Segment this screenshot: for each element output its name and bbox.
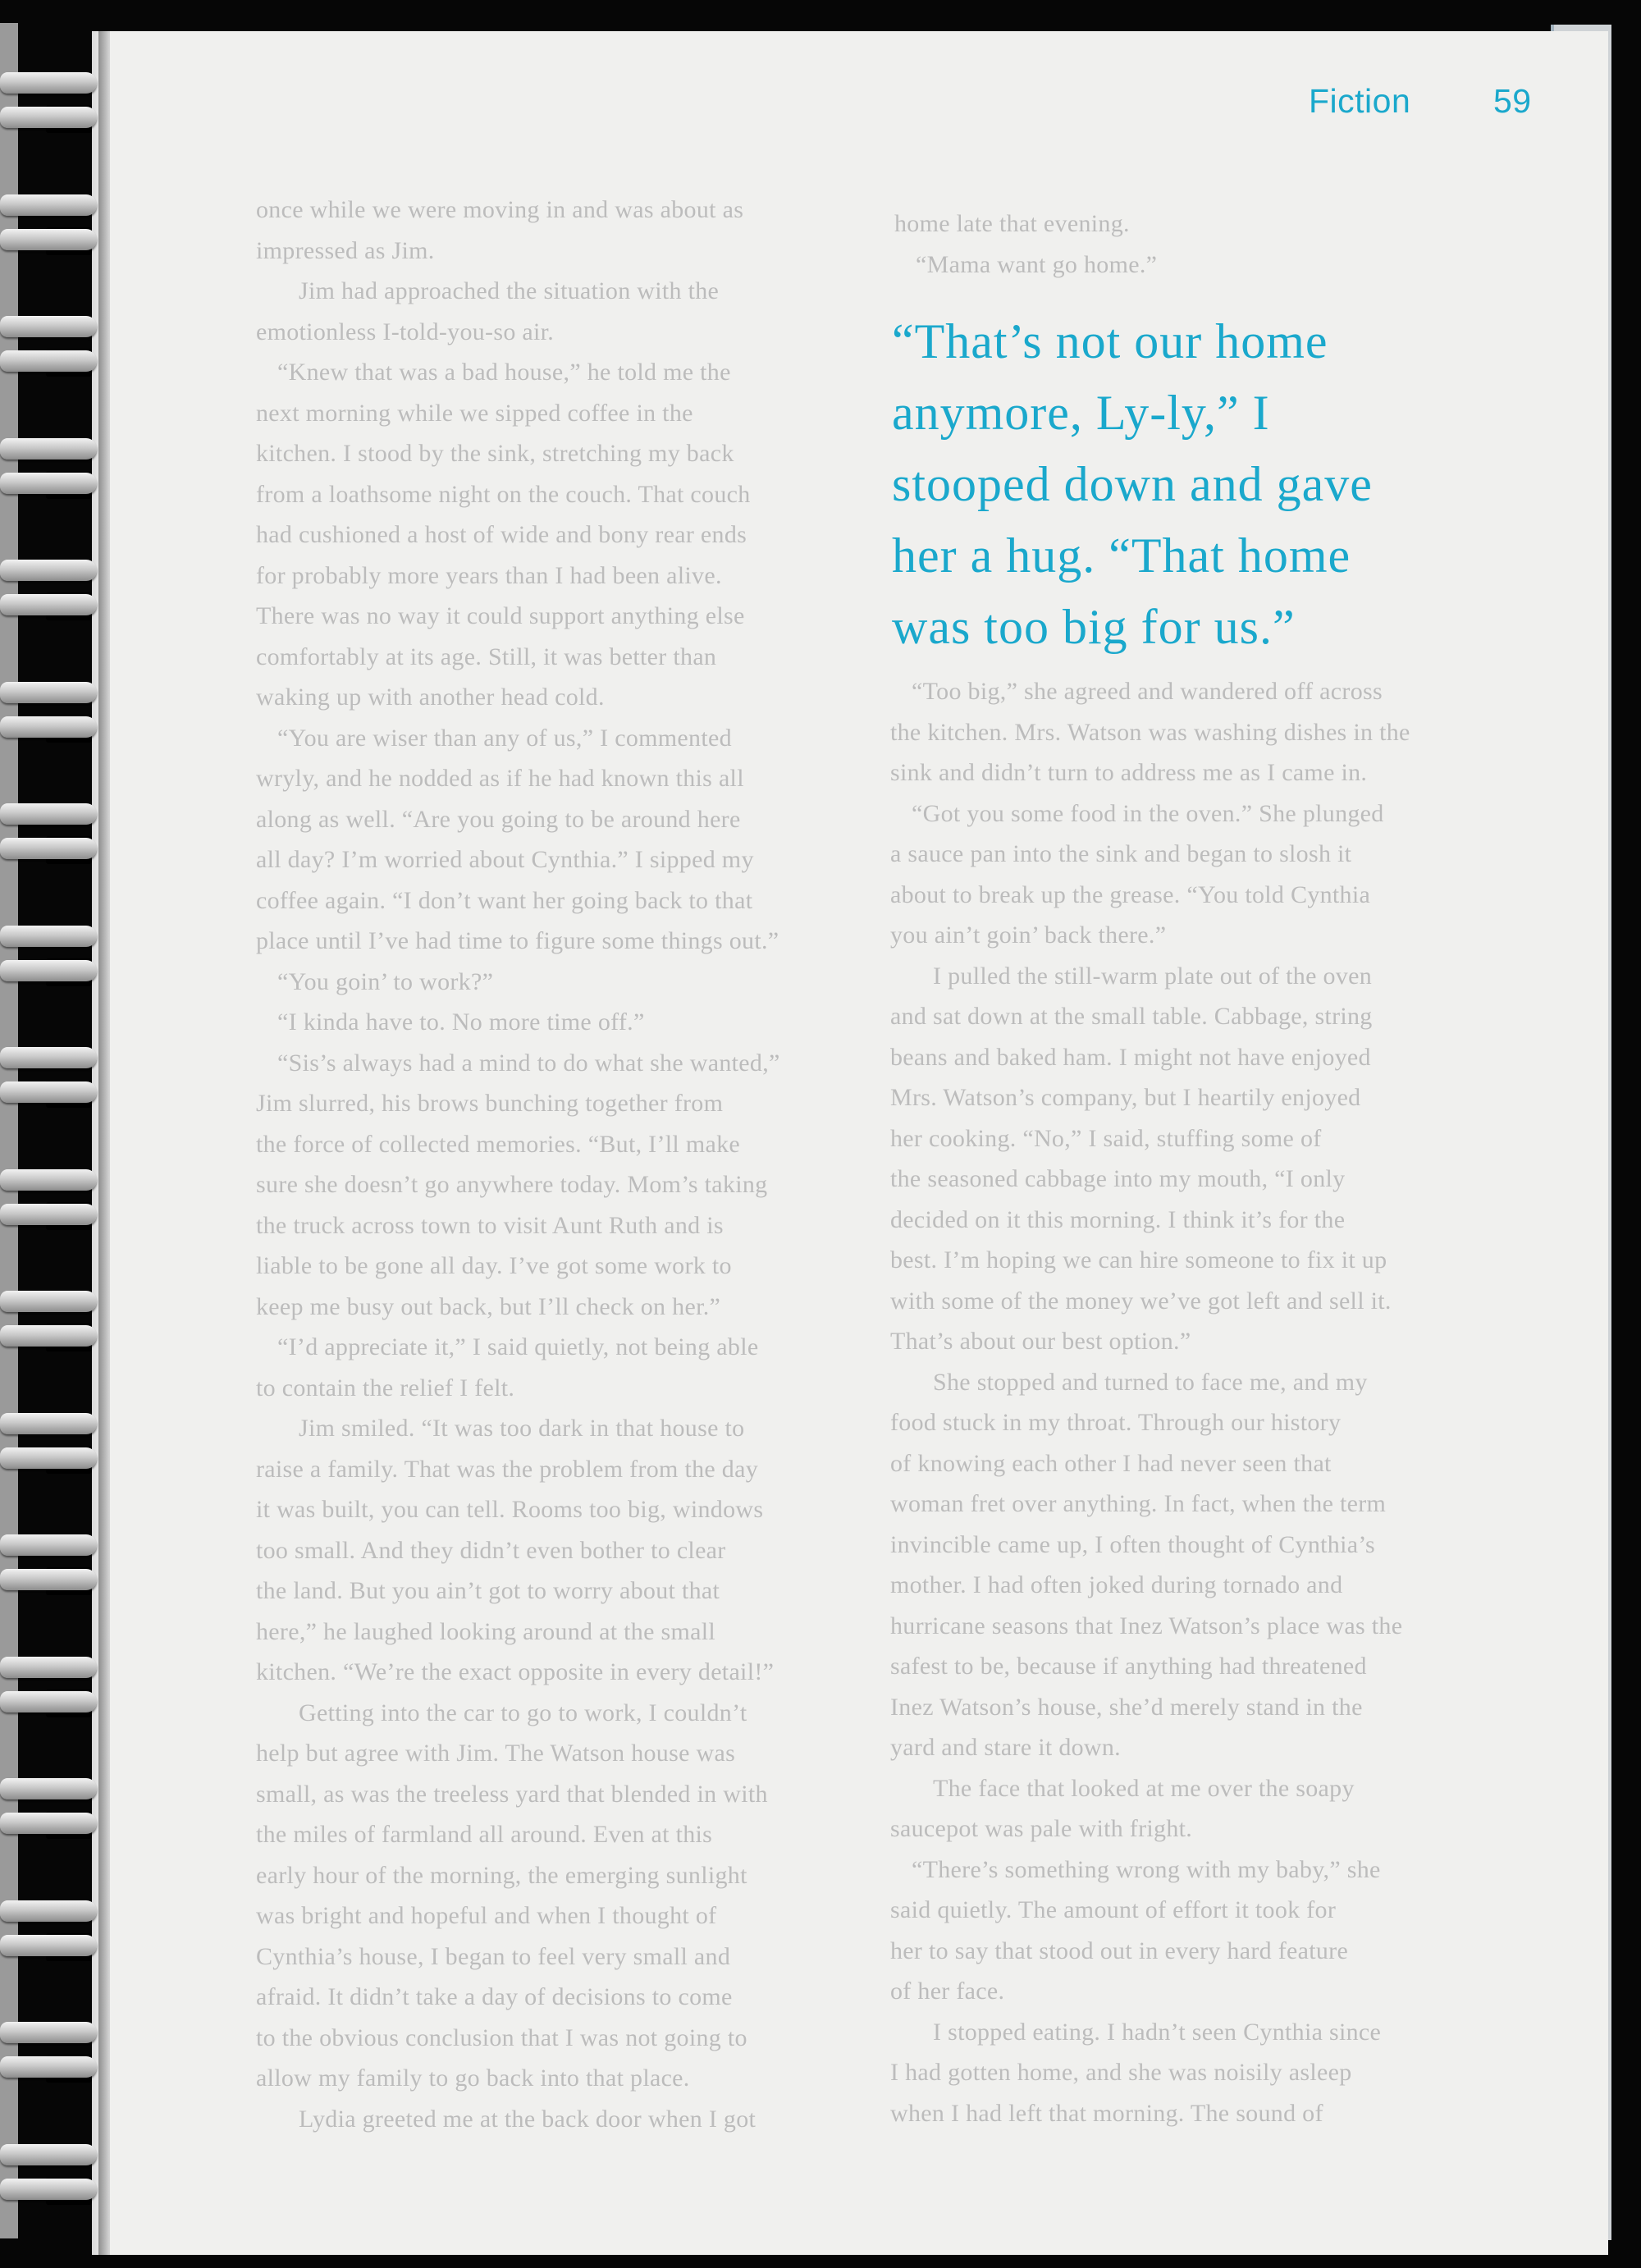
coil-ring — [0, 716, 97, 738]
text-line: the truck across town to visit Aunt Ruth and is — [256, 1211, 724, 1239]
text-line: Jim slurred, his brows bunching together from — [256, 1090, 724, 1117]
text-line: “You goin’ to work?” — [277, 967, 494, 995]
coil-ring — [0, 2056, 97, 2078]
text-line: to the obvious conclusion that I was not going to — [256, 2023, 747, 2051]
text-line: Jim had approached the situation with the — [299, 277, 720, 304]
coil-ring — [0, 1291, 97, 1312]
text-line: The face that looked at me over the soapy — [933, 1774, 1355, 1802]
text-line: afraid. It didn’t take a day of decisions to come — [256, 1983, 733, 2010]
coil-ring — [0, 803, 97, 825]
coil-ring — [0, 1935, 97, 1956]
text-line: decided on it this morning. I think it’s for the — [890, 1205, 1346, 1233]
text-line: was bright and hopeful and when I thought of — [256, 1902, 717, 1929]
coil-ring — [0, 473, 97, 494]
text-line: the land. But you ain’t got to worry about that — [256, 1577, 720, 1604]
text-line: “Got you some food in the oven.” She plunged — [912, 799, 1384, 827]
text-line: kitchen. I stood by the sink, stretching my back — [256, 440, 734, 467]
text-line: comfortably at its age. Still, it was better than — [256, 642, 717, 670]
text-line: wryly, and he nodded as if he had known this all — [256, 765, 744, 792]
text-line: beans and baked ham. I might not have enjoyed — [890, 1043, 1371, 1071]
coil-ring — [0, 194, 97, 216]
text-line: her to say that stood out in every hard feature — [890, 1936, 1349, 1964]
text-line: it was built, you can tell. Rooms too big, windows — [256, 1496, 764, 1523]
text-line: the kitchen. Mrs. Watson was washing dishes in the — [890, 718, 1410, 746]
section-title: Fiction — [1309, 82, 1411, 120]
text-line: That’s about our best option.” — [890, 1328, 1191, 1355]
coil-ring — [0, 682, 97, 703]
text-line: saucepot was pale with fright. — [890, 1815, 1193, 1842]
spiral-binding — [0, 0, 107, 2268]
text-line: “There’s something wrong with my baby,” she — [912, 1855, 1381, 1883]
coil-ring — [0, 1169, 97, 1191]
pull-quote-line: anymore, Ly-ly,” I — [892, 386, 1270, 440]
coil-ring — [0, 2179, 97, 2200]
text-line: the force of collected memories. “But, I’ll make — [256, 1130, 740, 1158]
text-line: the miles of farmland all around. Even at this — [256, 1821, 713, 1848]
text-line: Getting into the car to go to work, I couldn’t — [299, 1699, 747, 1726]
text-line: a sauce pan into the sink and began to slosh it — [890, 840, 1352, 867]
coil-ring — [0, 438, 97, 460]
text-line: Mrs. Watson’s company, but I heartily enjoyed — [890, 1084, 1361, 1111]
text-line: There was no way it could support anything else — [256, 602, 745, 629]
text-line: mother. I had often joked during tornado and — [890, 1571, 1343, 1598]
coil-ring — [0, 1657, 97, 1678]
coil-ring — [0, 1569, 97, 1590]
coil-ring — [0, 594, 97, 615]
text-line: allow my family to go back into that place. — [256, 2065, 690, 2092]
coil-ring — [0, 926, 97, 947]
page-number: 59 — [1493, 82, 1532, 120]
coil-ring — [0, 838, 97, 859]
coil-ring — [0, 1778, 97, 1799]
coil-ring — [0, 960, 97, 981]
text-line: woman fret over anything. In fact, when the term — [890, 1490, 1387, 1517]
pull-quote-line: stooped down and gave — [892, 457, 1373, 511]
pull-quote — [892, 306, 1630, 663]
text-line: too small. And they didn’t even bother to clear — [256, 1536, 726, 1564]
coil-ring — [0, 2022, 97, 2043]
text-line: safest to be, because if anything had threatened — [890, 1653, 1367, 1680]
text-line: you ain’t goin’ back there.” — [890, 921, 1167, 949]
text-line: of knowing each other I had never seen that — [890, 1449, 1332, 1477]
text-line: “I’d appreciate it,” I said quietly, not being able — [277, 1333, 759, 1360]
text-line: place until I’ve had time to figure some things out.” — [256, 927, 779, 954]
text-line: early hour of the morning, the emerging sunlight — [256, 1861, 747, 1889]
pull-quote-line: “That’s not our home — [892, 314, 1328, 368]
coil-ring — [0, 1047, 97, 1068]
coil-ring — [0, 1691, 97, 1712]
coil-ring — [0, 1813, 97, 1834]
coil-ring — [0, 229, 97, 250]
text-line: all day? I’m worried about Cynthia.” I sipped my — [256, 846, 754, 873]
pull-quote-line: was too big for us.” — [892, 600, 1296, 654]
text-line: sink and didn’t turn to address me as I came in. — [890, 759, 1368, 786]
text-line: Jim smiled. “It was too dark in that house to — [299, 1415, 745, 1442]
right-text-column-top — [894, 203, 1616, 285]
right-text-column-bottom — [890, 671, 1629, 2133]
text-line: next morning while we sipped coffee in the — [256, 399, 693, 427]
coil-ring — [0, 1413, 97, 1434]
coil-ring — [0, 1447, 97, 1469]
text-line: once while we were moving in and was about as — [256, 196, 744, 223]
text-line: “Too big,” she agreed and wandered off across — [912, 678, 1383, 705]
text-line: sure she doesn’t go anywhere today. Mom’s taking — [256, 1171, 768, 1198]
text-line: home late that evening. — [894, 210, 1130, 237]
text-line: “Mama want go home.” — [916, 250, 1158, 278]
text-line: liable to be gone all day. I’ve got some work to — [256, 1252, 732, 1279]
text-line: coffee again. “I don’t want her going back to that — [256, 886, 753, 914]
text-line: small, as was the treeless yard that blended in with — [256, 1780, 768, 1808]
text-line: She stopped and turned to face me, and my — [933, 1368, 1368, 1396]
text-line: had cushioned a host of wide and bony rear ends — [256, 521, 747, 548]
text-line: “You are wiser than any of us,” I commented — [277, 724, 732, 752]
text-line: food stuck in my throat. Through our history — [890, 1409, 1342, 1436]
coil-ring — [0, 2144, 97, 2165]
text-line: Lydia greeted me at the back door when I got — [299, 2105, 757, 2133]
text-line: when I had left that morning. The sound of — [890, 2099, 1323, 2127]
text-line: said quietly. The amount of effort it took for — [890, 1896, 1337, 1923]
text-line: emotionless I-told-you-so air. — [256, 318, 555, 345]
text-line: Cynthia’s house, I began to feel very small and — [256, 1942, 731, 1970]
text-line: with some of the money we’ve got left and sell it. — [890, 1287, 1392, 1315]
text-line: I pulled the still-warm plate out of the oven — [933, 962, 1373, 990]
pull-quote-line: her a hug. “That home — [892, 528, 1351, 583]
text-line: her cooking. “No,” I said, stuffing some of — [890, 1124, 1322, 1152]
text-line: here,” he laughed looking around at the small — [256, 1617, 715, 1645]
text-line: “Sis’s always had a mind to do what she wanted,” — [277, 1049, 780, 1077]
text-line: help but agree with Jim. The Watson house was — [256, 1740, 736, 1767]
text-line: of her face. — [890, 1978, 1005, 2005]
coil-ring — [0, 1900, 97, 1922]
text-line: I stopped eating. I hadn’t seen Cynthia since — [933, 2018, 1382, 2046]
coil-ring — [0, 1204, 97, 1225]
text-line: to contain the relief I felt. — [256, 1374, 515, 1401]
text-line: for probably more years than I had been alive. — [256, 561, 722, 589]
text-line: and sat down at the small table. Cabbage, string — [890, 1003, 1373, 1030]
coil-ring — [0, 350, 97, 372]
coil-ring — [0, 1325, 97, 1347]
coil-ring — [0, 1081, 97, 1103]
text-line: kitchen. “We’re the exact opposite in every detail!” — [256, 1658, 775, 1685]
text-line: waking up with another head cold. — [256, 684, 605, 711]
text-line: the seasoned cabbage into my mouth, “I only — [890, 1165, 1346, 1192]
coil-ring — [0, 560, 97, 581]
text-line: “Knew that was a bad house,” he told me the — [277, 359, 731, 386]
text-line: “I kinda have to. No more time off.” — [277, 1008, 645, 1036]
text-line: hurricane seasons that Inez Watson’s place was the — [890, 1612, 1403, 1639]
coil-ring — [0, 1534, 97, 1556]
text-line: impressed as Jim. — [256, 236, 435, 264]
text-line: raise a family. That was the problem from the day — [256, 1455, 759, 1483]
text-line: best. I’m hoping we can hire someone to fix it up — [890, 1246, 1387, 1273]
left-text-column — [256, 190, 970, 2139]
book-page — [107, 31, 1608, 2255]
text-line: yard and stare it down. — [890, 1734, 1121, 1761]
coil-ring — [0, 107, 97, 128]
text-line: Inez Watson’s house, she’d merely stand in the — [890, 1693, 1363, 1721]
text-line: about to break up the grease. “You told Cynthia — [890, 880, 1371, 908]
coil-ring — [0, 316, 97, 337]
text-line: I had gotten home, and she was noisily asleep — [890, 2059, 1352, 2086]
text-line: along as well. “Are you going to be around here — [256, 805, 741, 833]
text-line: keep me busy out back, but I’ll check on her.” — [256, 1292, 721, 1320]
text-line: from a loathsome night on the couch. That couch — [256, 480, 751, 508]
coil-ring — [0, 72, 97, 94]
text-line: invincible came up, I often thought of Cynthia’s — [890, 1530, 1375, 1558]
